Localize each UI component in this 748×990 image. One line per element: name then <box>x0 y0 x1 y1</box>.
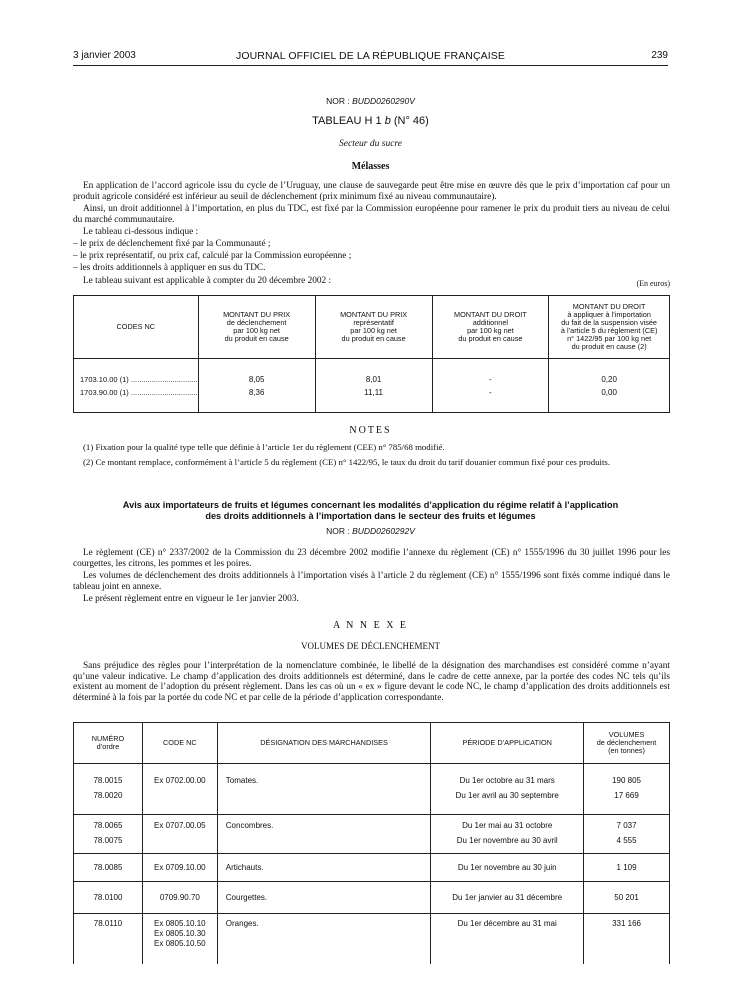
volume-cell: 7 037 4 555 <box>584 815 670 854</box>
representative-price-cell: 8,01 <box>315 373 432 386</box>
currency-unit: (En euros) <box>636 279 670 288</box>
additional-duty-cell: - <box>432 373 549 386</box>
header-page-number: 239 <box>651 50 668 61</box>
order-number-cell: 78.0085 <box>74 854 143 882</box>
table-row <box>74 882 670 914</box>
order-number-cell: 78.0015 78.0020 <box>74 764 143 815</box>
column-header: MONTANT DU PRIX de déclenchement par 100 kg net du produit en cause <box>198 296 315 359</box>
column-header: DÉSIGNATION DES MARCHANDISES <box>217 723 431 764</box>
page-header <box>73 50 668 64</box>
nor-label: NOR : <box>326 526 350 536</box>
nc-code-cell: Ex 0707.00.05 <box>142 815 217 854</box>
header-journal-title: JOURNAL OFFICIEL DE LA RÉPUBLIQUE FRANÇAISE <box>236 50 505 62</box>
paragraph: Le tableau ci-dessous indique : <box>83 227 199 237</box>
period-cell: Du 1er janvier au 31 décembre <box>431 882 584 914</box>
table-row <box>74 373 670 386</box>
nc-code-cell: Ex 0709.10.00 <box>142 854 217 882</box>
title-b: b <box>384 115 391 127</box>
volume-cell: 1 109 <box>584 854 670 882</box>
order-number-cell: 78.0065 78.0075 <box>74 815 143 854</box>
paragraph: Les volumes de déclenchement des droits additionnels à l’importation visés à l’article 2 du règlement (CE) n° 1555/1996 sont fixés comme indiqué dans le tableau joint en annexe. <box>73 571 670 592</box>
column-header: CODES NC <box>74 296 199 359</box>
column-header: VOLUMES de déclenchement (en tonnes) <box>584 723 670 764</box>
paragraph: Le tableau suivant est applicable à compter du 20 décembre 2002 : <box>83 276 332 286</box>
column-header: MONTANT DU PRIX représentatif par 100 kg net du produit en cause <box>315 296 432 359</box>
period-cell: Du 1er octobre au 31 mars Du 1er avril au 30 septembre <box>431 764 584 815</box>
column-header: MONTANT DU DROIT à appliquer à l’importation du fait de la suspension visée à l’article 5 du règlement (CE) n° 1422/95 par 100 kg net du produit en cause (2) <box>549 296 670 359</box>
paragraph: Sans préjudice des règles pour l’interprétation de la nomenclature combinée, le libellé de la désignation des marchandises est considéré comme n’ayant qu’une valeur indicative. Le champ d’application des droits additionnels est déterminé, dans le cadre de cette annexe, par la portée des codes NC tels qu’ils existent au moment de l’adoption du présent règlement. Dans les cas où un « ex » figure devant le code NC, le champ d’application des droits additionnels est déterminé à la fois par la portée du code NC et par celle de la période d’application correspondante. <box>73 661 670 703</box>
notice-title-line: des droits additionnels à l’importation dans le secteur des fruits et légumes <box>205 511 536 521</box>
designation-cell: Courgettes. <box>217 882 431 914</box>
representative-price-cell: 11,11 <box>315 386 432 399</box>
spacer-row <box>74 399 670 413</box>
nor-label: NOR : <box>326 96 350 106</box>
paragraph: En application de l’accord agricole issu du cycle de l’Uruguay, une clause de sauvegarde peut être mise en œuvre dès que le prix d’importation caf pour un produit agricole considéré est inférieur au seuil de déclenchement (prix minimum fixé au niveau communautaire). <box>73 181 670 202</box>
period-cell: Du 1er novembre au 30 juin <box>431 854 584 882</box>
designation-cell: Tomates. <box>217 764 431 815</box>
paragraph: Le règlement (CE) n° 2337/2002 de la Commission du 23 décembre 2002 modifie l’annexe du règlement (CE) n° 1555/1996 du 30 juillet 1996 pour les courgettes, les citrons, les pommes et les poires. <box>73 548 670 569</box>
sugar-price-table <box>73 295 670 413</box>
applied-duty-cell: 0,00 <box>549 386 670 399</box>
column-header: NUMÉRO d’ordre <box>74 723 143 764</box>
list-item: – le prix représentatif, ou prix caf, calculé par la Commission européenne ; <box>73 251 352 261</box>
table-header-row <box>74 723 670 764</box>
nc-code-cell: 1703.10.00 (1) ................................ <box>74 373 199 386</box>
annex-subtitle: VOLUMES DE DÉCLENCHEMENT <box>301 641 440 651</box>
sector-subtitle: Secteur du sucre <box>339 139 402 149</box>
designation-cell: Concombres. <box>217 815 431 854</box>
nor-reference-2 <box>73 526 668 536</box>
paragraph: Ainsi, un droit additionnel à l’importation, en plus du TDC, est fixé par la Commission européenne pour ramener le prix du produit tiers au niveau de celui du marché communautaire. <box>73 204 670 225</box>
nor-code: BUDD0260292V <box>352 526 415 536</box>
note: (2) Ce montant remplace, conformément à l’article 5 du règlement (CE) n° 1422/95, le taux du droit du tarif douanier commun fixé pour ces produits. <box>83 457 611 467</box>
header-rule <box>73 65 668 66</box>
applied-duty-cell: 0,20 <box>549 373 670 386</box>
volume-cell: 190 805 17 669 <box>584 764 670 815</box>
notes-title: NOTES <box>349 425 392 436</box>
annex-title: A N N E X E <box>332 620 409 631</box>
trigger-price-cell: 8,05 <box>198 373 315 386</box>
table-row <box>74 764 670 815</box>
table-row <box>74 914 670 964</box>
order-number-cell: 78.0100 <box>74 882 143 914</box>
trigger-volumes-table <box>73 722 670 964</box>
notice-title-line: Avis aux importateurs de fruits et légumes concernant les modalités d’application du régime relatif à l’application <box>122 500 619 510</box>
notice-title <box>73 500 668 522</box>
nc-code-cell: Ex 0805.10.10 Ex 0805.10.30 Ex 0805.10.50 <box>142 914 217 964</box>
spacer-row <box>74 359 670 374</box>
nc-code-cell: Ex 0702.00.00 <box>142 764 217 815</box>
note: (1) Fixation pour la qualité type telle que définie à l’article 1er du règlement (CEE) n° 785/68 modifié. <box>83 442 445 452</box>
period-cell: Du 1er décembre au 31 mai <box>431 914 584 964</box>
table-row <box>74 815 670 854</box>
volume-cell: 331 166 <box>584 914 670 964</box>
period-cell: Du 1er mai au 31 octobre Du 1er novembre au 30 avril <box>431 815 584 854</box>
nc-code-cell: 1703.90.00 (1) ................................ <box>74 386 199 399</box>
list-item: – le prix de déclenchement fixé par la Communauté ; <box>73 239 271 249</box>
column-header: PÉRIODE D’APPLICATION <box>431 723 584 764</box>
nc-code-cell: 0709.90.70 <box>142 882 217 914</box>
title-main: TABLEAU H 1 <box>312 115 385 127</box>
nor-reference-1 <box>73 96 668 106</box>
table-row <box>74 854 670 882</box>
paragraph: Le présent règlement entre en vigueur le 1er janvier 2003. <box>83 594 299 604</box>
header-date: 3 janvier 2003 <box>73 50 136 61</box>
designation-cell: Artichauts. <box>217 854 431 882</box>
title-number: (N° 46) <box>390 115 429 127</box>
additional-duty-cell: - <box>432 386 549 399</box>
order-number-cell: 78.0110 <box>74 914 143 964</box>
list-item: – les droits additionnels à appliquer en sus du TDC. <box>73 263 266 273</box>
table-title <box>73 115 668 127</box>
column-header: MONTANT DU DROIT additionnel par 100 kg net du produit en cause <box>432 296 549 359</box>
column-header: CODE NC <box>142 723 217 764</box>
designation-cell: Oranges. <box>217 914 431 964</box>
nor-code: BUDD0260290V <box>352 96 415 106</box>
trigger-price-cell: 8,36 <box>198 386 315 399</box>
table-row <box>74 386 670 399</box>
table-header-row <box>74 296 670 359</box>
product-heading: Mélasses <box>351 161 390 172</box>
volume-cell: 50 201 <box>584 882 670 914</box>
